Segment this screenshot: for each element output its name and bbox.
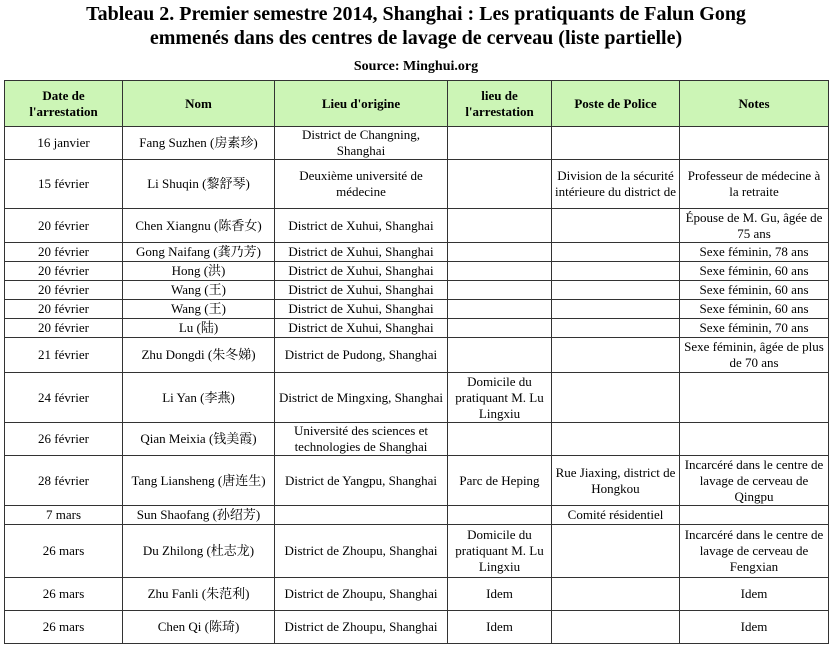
cell-name: Hong (洪) [123,262,275,281]
col-header-notes: Notes [680,81,829,127]
cell-police [552,578,680,611]
cell-police [552,611,680,644]
cell-origin: District de Xuhui, Shanghai [275,209,448,243]
col-header-name: Nom [123,81,275,127]
cell-notes: Idem [680,611,829,644]
cell-notes: Incarcéré dans le centre de lavage de cerveau de Fengxian [680,525,829,578]
cell-arrest-place [448,160,552,209]
cell-date: 20 février [5,319,123,338]
table-title [0,2,832,50]
cell-police [552,262,680,281]
source-line: Source: Minghui.org [353,59,479,74]
cell-notes: Sexe féminin, 60 ans [680,262,829,281]
table-row [5,456,829,506]
table-row [5,127,829,160]
cell-notes: Sexe féminin, âgée de plus de 70 ans [680,338,829,373]
cell-arrest-place [448,262,552,281]
cell-origin: District de Xuhui, Shanghai [275,243,448,262]
cell-police [552,209,680,243]
table-row [5,319,829,338]
table-row [5,373,829,423]
cell-police [552,423,680,456]
table-row [5,423,829,456]
cell-arrest-place [448,209,552,243]
cell-notes: Idem [680,578,829,611]
cell-police [552,319,680,338]
cell-notes [680,506,829,525]
cell-notes: Sexe féminin, 60 ans [680,281,829,300]
cell-name: Li Yan (李燕) [123,373,275,423]
cell-date: 7 mars [5,506,123,525]
cell-arrest-place [448,243,552,262]
cell-arrest-place [448,300,552,319]
header-row [5,81,829,127]
cell-origin: District de Zhoupu, Shanghai [275,578,448,611]
cell-police [552,373,680,423]
cell-name: Wang (王) [123,281,275,300]
col-header-arrest-place: lieu de l'arrestation [448,81,552,127]
cell-police [552,300,680,319]
cell-date: 20 février [5,262,123,281]
cell-police: Comité résidentiel [552,506,680,525]
cell-date: 20 février [5,281,123,300]
cell-arrest-place: Idem [448,578,552,611]
cell-police [552,281,680,300]
cell-date: 20 février [5,300,123,319]
title-line-1: Tableau 2. Premier semestre 2014, Shanghai : Les pratiquants de Falun Gong [86,3,746,25]
cell-date: 20 février [5,243,123,262]
cell-police: Rue Jiaxing, district de Hongkou [552,456,680,506]
cell-name: Gong Naifang (龚乃芳) [123,243,275,262]
cell-name: Sun Shaofang (孙绍芳) [123,506,275,525]
cell-date: 28 février [5,456,123,506]
cell-police [552,338,680,373]
table-row [5,338,829,373]
cell-date: 20 février [5,209,123,243]
cell-notes [680,373,829,423]
cell-origin: Université des sciences et technologies de Shanghai [275,423,448,456]
table-row [5,281,829,300]
col-header-police: Poste de Police [552,81,680,127]
cell-name: Chen Qi (陈琦) [123,611,275,644]
arrests-table [4,80,829,644]
cell-arrest-place [448,338,552,373]
cell-name: Zhu Dongdi (朱冬娣) [123,338,275,373]
cell-police: Division de la sécurité intérieure du district de [552,160,680,209]
cell-date: 26 mars [5,578,123,611]
cell-origin: District de Xuhui, Shanghai [275,300,448,319]
cell-name: Fang Suzhen (房素珍) [123,127,275,160]
cell-arrest-place: Domicile du pratiquant M. Lu Lingxiu [448,525,552,578]
cell-notes: Incarcéré dans le centre de lavage de cerveau de Qingpu [680,456,829,506]
table-row [5,209,829,243]
cell-name: Zhu Fanli (朱范利) [123,578,275,611]
table-row [5,578,829,611]
cell-arrest-place: Idem [448,611,552,644]
cell-notes: Sexe féminin, 70 ans [680,319,829,338]
cell-arrest-place: Parc de Heping [448,456,552,506]
cell-name: Li Shuqin (黎舒琴) [123,160,275,209]
cell-origin: District de Mingxing, Shanghai [275,373,448,423]
cell-origin: District de Changning, Shanghai [275,127,448,160]
cell-notes: Professeur de médecine à la retraite [680,160,829,209]
cell-origin: District de Zhoupu, Shanghai [275,525,448,578]
cell-origin: District de Yangpu, Shanghai [275,456,448,506]
cell-date: 15 février [5,160,123,209]
title-line-2: emmenés dans des centres de lavage de cerveau (liste partielle) [149,27,683,49]
cell-police [552,243,680,262]
table-row [5,243,829,262]
cell-arrest-place: Domicile du pratiquant M. Lu Lingxiu [448,373,552,423]
cell-notes [680,423,829,456]
table-row [5,160,829,209]
cell-date: 26 février [5,423,123,456]
table-row [5,262,829,281]
cell-name: Chen Xiangnu (陈香女) [123,209,275,243]
cell-name: Tang Liansheng (唐连生) [123,456,275,506]
cell-police [552,525,680,578]
cell-arrest-place [448,281,552,300]
cell-date: 21 février [5,338,123,373]
cell-arrest-place [448,127,552,160]
cell-date: 16 janvier [5,127,123,160]
table-row [5,525,829,578]
cell-notes: Sexe féminin, 78 ans [680,243,829,262]
cell-name: Qian Meixia (钱美霞) [123,423,275,456]
cell-origin: District de Xuhui, Shanghai [275,319,448,338]
cell-origin: District de Xuhui, Shanghai [275,281,448,300]
cell-origin [275,506,448,525]
cell-origin: Deuxième université de médecine [275,160,448,209]
cell-arrest-place [448,423,552,456]
table-row [5,300,829,319]
cell-police [552,127,680,160]
col-header-origin: Lieu d'origine [275,81,448,127]
cell-notes: Épouse de M. Gu, âgée de 75 ans [680,209,829,243]
cell-arrest-place [448,506,552,525]
cell-date: 24 février [5,373,123,423]
cell-origin: District de Zhoupu, Shanghai [275,611,448,644]
col-header-date: Date de l'arrestation [5,81,123,127]
table-row [5,506,829,525]
cell-origin: District de Xuhui, Shanghai [275,262,448,281]
cell-notes: Sexe féminin, 60 ans [680,300,829,319]
cell-name: Wang (王) [123,300,275,319]
cell-name: Du Zhilong (杜志龙) [123,525,275,578]
cell-notes [680,127,829,160]
cell-arrest-place [448,319,552,338]
cell-origin: District de Pudong, Shanghai [275,338,448,373]
cell-name: Lu (陆) [123,319,275,338]
cell-date: 26 mars [5,611,123,644]
cell-date: 26 mars [5,525,123,578]
table-row [5,611,829,644]
